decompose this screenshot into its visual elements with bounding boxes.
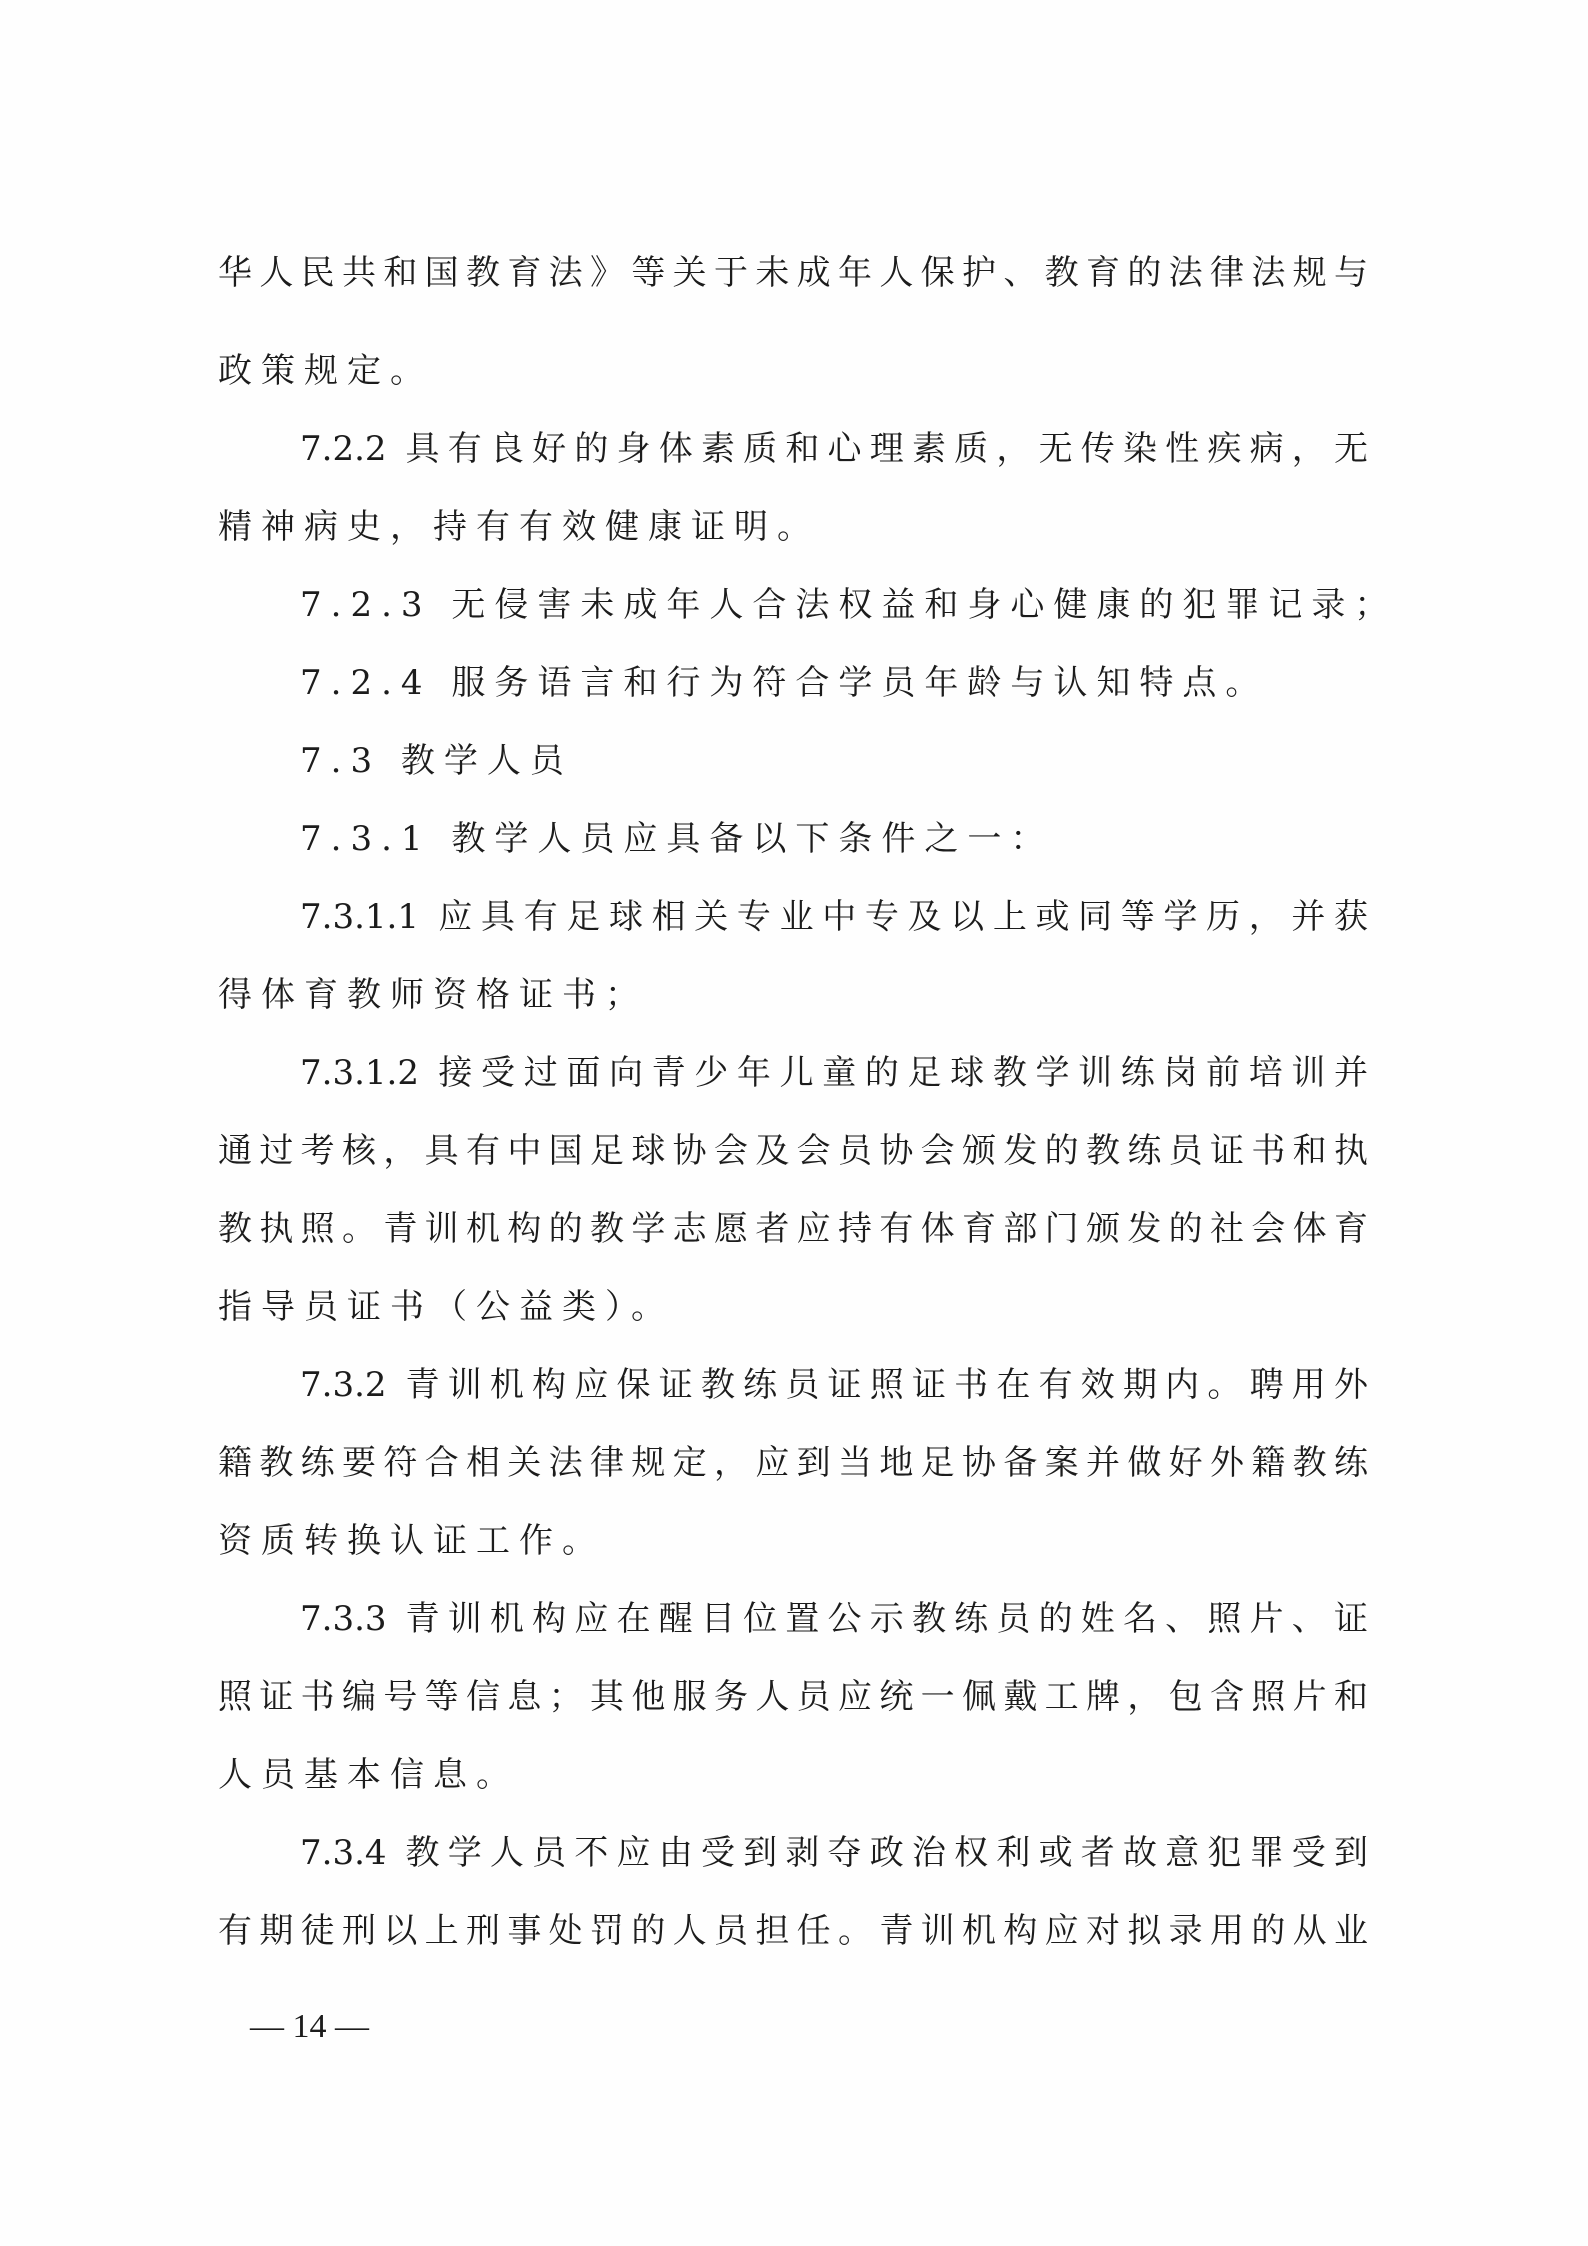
text-line-17: 资质转换认证工作。 xyxy=(218,1521,605,1561)
text-line-21: 7.3.4 教学人员不应由受到剥夺政治权利或者故意犯罪受到 xyxy=(300,1833,1368,1873)
section-heading-7-3: 7.3 教学人员 xyxy=(300,741,573,781)
text-line-3: 7.2.2 具有良好的身体素质和心理素质，无传染性疾病，无 xyxy=(300,429,1368,469)
text-line-9: 7.3.1.1 应具有足球相关专业中专及以上或同等学历，并获 xyxy=(300,897,1368,937)
text-line-8: 7.3.1 教学人员应具备以下条件之一： xyxy=(300,819,1054,859)
text-line-12: 通过考核，具有中国足球协会及会员协会颁发的教练员证书和执 xyxy=(218,1131,1368,1171)
text-line-19: 照证书编号等信息；其他服务人员应统一佩戴工牌，包含照片和 xyxy=(218,1677,1368,1717)
text-line-4: 精神病史，持有有效健康证明。 xyxy=(218,507,820,547)
text-line-10: 得体育教师资格证书； xyxy=(218,975,648,1015)
text-line-11: 7.3.1.2 接受过面向青少年儿童的足球教学训练岗前培训并 xyxy=(300,1053,1368,1093)
text-line-1: 华人民共和国教育法》等关于未成年人保护、教育的法律法规与 xyxy=(218,253,1368,293)
text-line-18: 7.3.3 青训机构应在醒目位置公示教练员的姓名、照片、证 xyxy=(300,1599,1368,1639)
text-line-6: 7.2.4 服务语言和行为符合学员年龄与认知特点。 xyxy=(300,663,1269,703)
text-line-20: 人员基本信息。 xyxy=(218,1755,519,1795)
text-line-2: 政策规定。 xyxy=(218,351,433,391)
text-line-22: 有期徒刑以上刑事处罚的人员担任。青训机构应对拟录用的从业 xyxy=(218,1911,1368,1951)
text-line-5: 7.2.3 无侵害未成年人合法权益和身心健康的犯罪记录； xyxy=(300,585,1398,625)
page-number: — 14 — xyxy=(250,2008,369,2045)
text-line-13: 教执照。青训机构的教学志愿者应持有体育部门颁发的社会体育 xyxy=(218,1209,1368,1249)
text-line-14: 指导员证书（公益类）。 xyxy=(218,1287,674,1327)
text-line-15: 7.3.2 青训机构应保证教练员证照证书在有效期内。聘用外 xyxy=(300,1365,1368,1405)
text-line-16: 籍教练要符合相关法律规定，应到当地足协备案并做好外籍教练 xyxy=(218,1443,1368,1483)
